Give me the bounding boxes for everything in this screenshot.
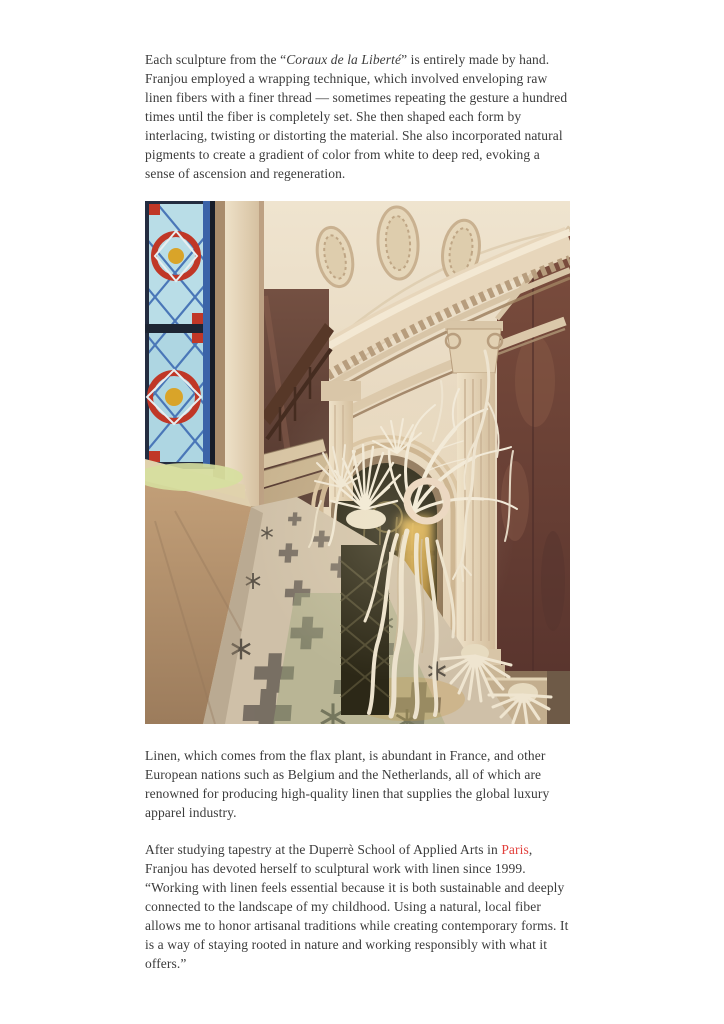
paragraph-1 [145,50,572,183]
stone-pillar [213,201,264,506]
photo-illustration [145,201,570,724]
paragraph-3 [145,840,572,973]
article-photo [145,201,570,724]
p1-rest: ” is entirely made by hand. Franjou employed a wrapping technique, which involved enveloping raw linen fibers with a finer thread — sometimes repeating the gesture a hundred times until the fiber is completely set. She then shaped each form by interlacing, twisting or distorting the material. She also incorporated natural pigments to create a gradient of color from white to deep red, evoking a sense of ascension and regeneration. [145,52,568,181]
warm-light-overlay [255,381,515,681]
artwork-title: Coraux de la Liberté [286,52,402,67]
p3-before-link: After studying tapestry at the Duperrè School of Applied Arts in [145,842,502,857]
article-column [145,50,572,991]
p1-lead: Each sculpture from the “ [145,52,287,67]
paris-link[interactable]: Paris [501,842,529,857]
paragraph-2: Linen, which comes from the flax plant, is abundant in France, and other European nations such as Belgium and the Netherlands, all of which are renowned for producing high-quality linen that supplies the global luxury apparel industry. [145,748,550,820]
marble-panels [497,227,570,724]
p3-after-link: , Franjou has devoted herself to sculptural work with linen since 1999. “Working with linen feels essential because it is both sustainable and deeply connected to the landscape of my childhood. Using a natural, local fiber allows me to honor artisanal traditions while creating contemporary forms. It is a way of staying rooted in nature and working responsibly with what it offers.” [145,842,569,971]
